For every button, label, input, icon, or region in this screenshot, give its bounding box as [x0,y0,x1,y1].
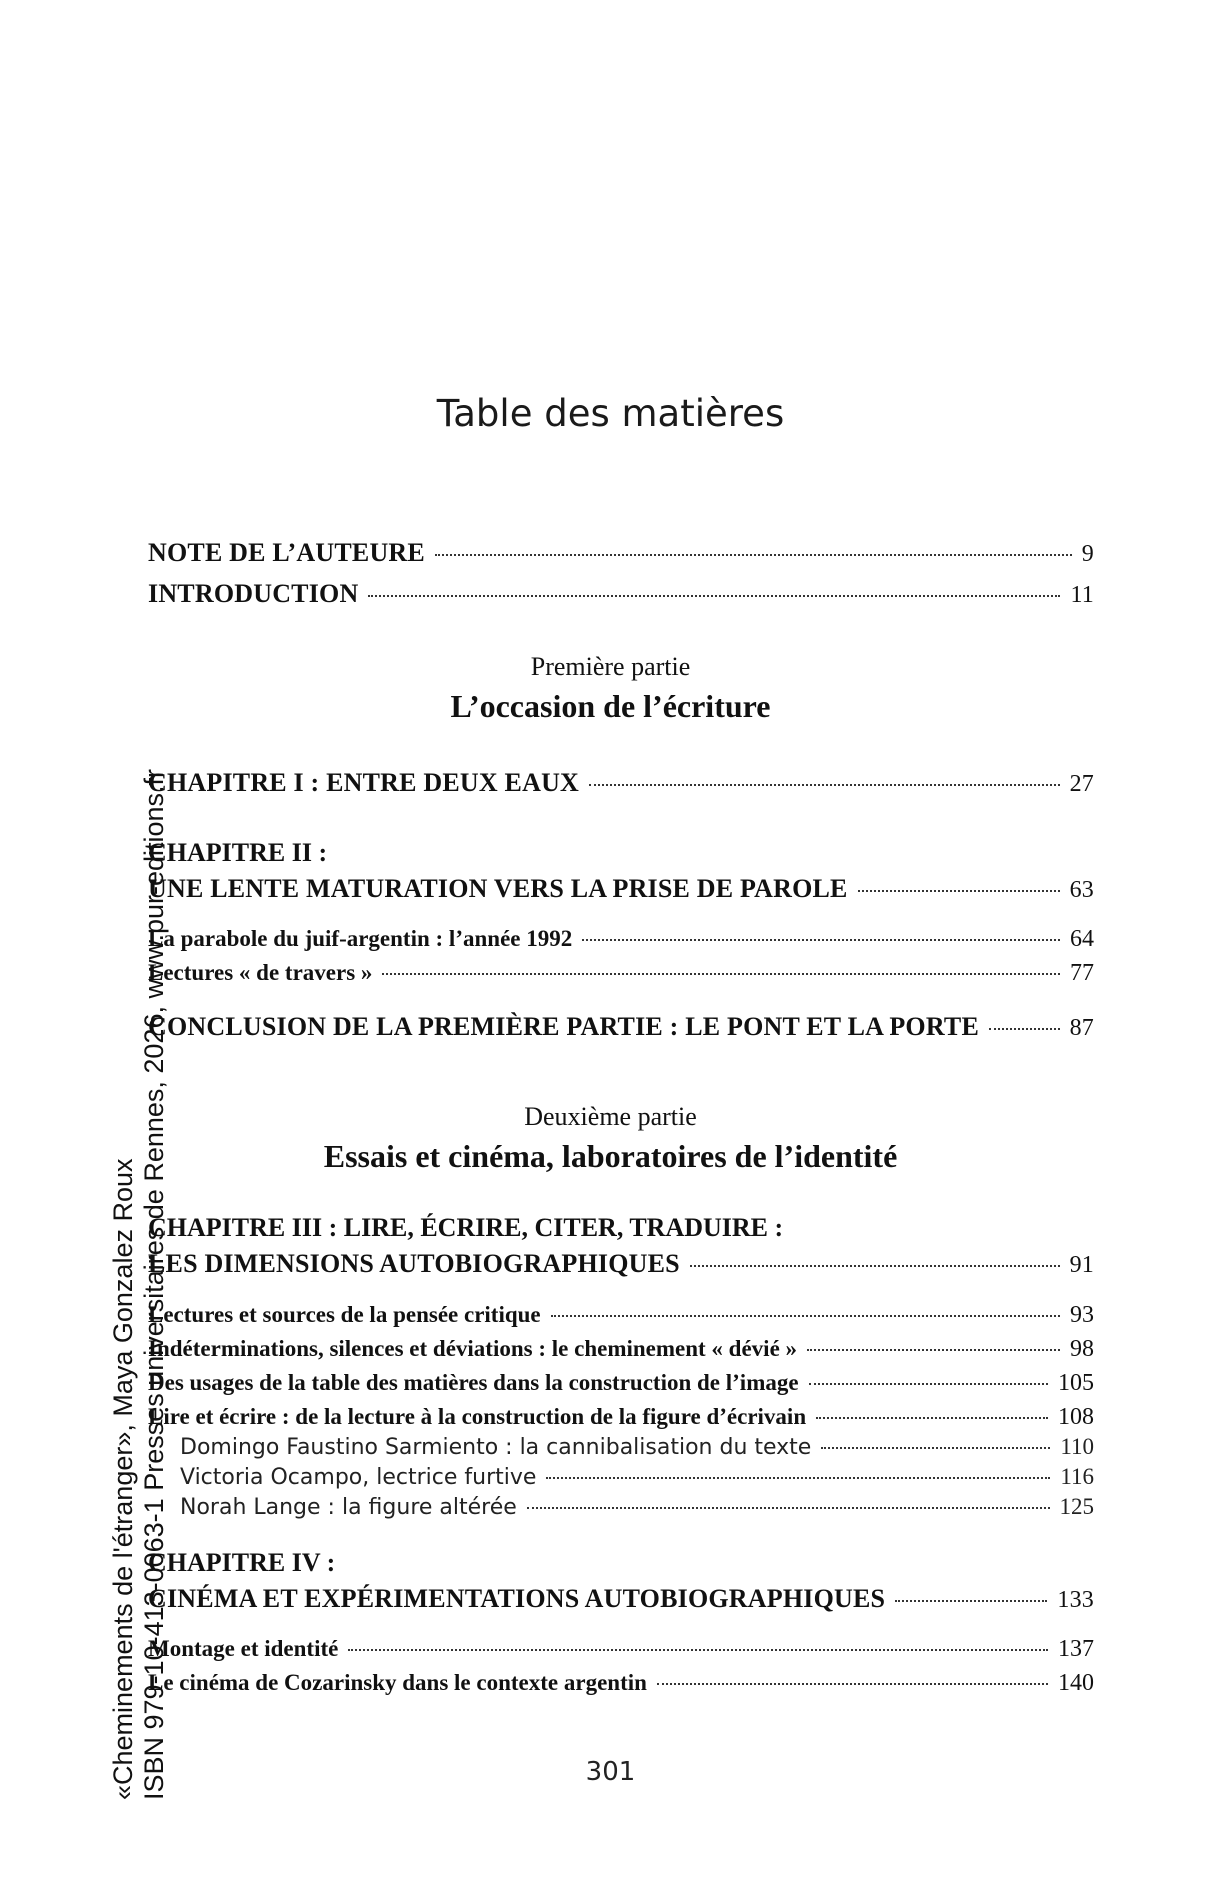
side-credit [108,769,170,1800]
dot-leader [690,1265,1060,1267]
dot-leader [435,554,1072,556]
dot-leader [821,1447,1050,1449]
toc-section[interactable] [148,1670,1094,1697]
toc-section[interactable] [148,1336,1094,1363]
toc-entry-conclusion-part-1[interactable] [148,1012,1094,1042]
chapter-2-heading: CHAPITRE II : [148,838,328,867]
toc-entry-chapter-1[interactable] [148,768,1094,798]
toc-page-number: 137 [1058,1636,1094,1662]
toc-section[interactable] [148,926,1094,953]
dot-leader [546,1477,1050,1479]
toc-subsection[interactable] [180,1464,1094,1490]
toc-subsection[interactable] [180,1434,1094,1460]
toc-entry-note[interactable] [148,538,1094,568]
toc-entry-label: Victoria Ocampo, lectrice furtive [180,1465,537,1490]
toc-page-number: 9 [1081,541,1094,567]
toc-entry-introduction[interactable] [148,579,1094,609]
toc-subsection[interactable] [180,1494,1094,1520]
toc-page-number: 140 [1058,1670,1094,1696]
dot-leader [382,973,1060,975]
dot-leader [368,595,1060,597]
toc-entry-label: Norah Lange : la figure altérée [180,1495,517,1520]
toc-page-number: 110 [1060,1434,1094,1459]
part-1-label: Première partie [530,652,691,681]
toc-page-number: 108 [1058,1404,1094,1430]
toc-page-number: 116 [1060,1464,1094,1489]
toc-page-number: 27 [1069,771,1094,797]
toc-page-number: 64 [1070,926,1094,952]
toc-page-number: 63 [1069,877,1094,903]
toc-entry-label: CONCLUSION DE LA PREMIÈRE PARTIE : LE PONT ET LA PORTE [148,1012,980,1041]
dot-leader [989,1028,1060,1030]
toc-section[interactable] [148,960,1094,987]
toc-entry-label: Le cinéma de Cozarinsky dans le contexte argentin [148,1670,647,1695]
toc-entry-label: LES DIMENSIONS AUTOBIOGRAPHIQUES [148,1249,680,1278]
toc-page-number: 105 [1058,1370,1094,1396]
dot-leader [858,890,1060,892]
toc-section[interactable] [148,1636,1094,1663]
part-2-title: Essais et cinéma, laboratoires de l’identité [323,1138,898,1174]
toc-entry-label: INTRODUCTION [148,579,359,608]
page-number: 301 [585,1757,636,1787]
toc-entry-label: CHAPITRE I : ENTRE DEUX EAUX [148,768,580,797]
toc-entry-label: Lectures « de travers » [148,960,373,985]
toc-entry-chapter-4[interactable] [148,1584,1094,1614]
dot-leader [657,1683,1048,1685]
toc-page-number: 91 [1069,1252,1094,1278]
dot-leader [816,1417,1048,1419]
part-2-label: Deuxième partie [524,1102,697,1131]
chapter-3-heading: CHAPITRE III : LIRE, ÉCRIRE, CITER, TRADUIRE : [148,1213,784,1242]
toc-section[interactable] [148,1370,1094,1397]
dot-leader [589,784,1060,786]
toc-page-number: 125 [1059,1494,1094,1519]
dot-leader [807,1349,1060,1351]
chapter-4-heading: CHAPITRE IV : [148,1548,336,1577]
toc-entry-label: Lectures et sources de la pensée critique [148,1302,541,1327]
toc-entry-label: UNE LENTE MATURATION VERS LA PRISE DE PAROLE [148,874,848,903]
toc-entry-label: Domingo Faustino Sarmiento : la cannibalisation du texte [180,1435,812,1460]
toc-entry-label: Montage et identité [148,1636,339,1661]
toc-entry-label: Lire et écrire : de la lecture à la construction de la figure d’écrivain [148,1404,807,1429]
toc-page-number: 98 [1070,1336,1094,1362]
page-title: Table des matières [436,392,785,435]
toc-entry-chapter-2[interactable] [148,874,1094,904]
toc-page-number: 87 [1069,1015,1094,1041]
toc-page-number: 77 [1070,960,1094,986]
toc-entry-label: La parabole du juif-argentin : l’année 1992 [148,926,573,951]
toc-entry-label: NOTE DE L’AUTEURE [148,538,425,567]
toc-section[interactable] [148,1302,1094,1329]
dot-leader [582,939,1060,941]
toc-page-number: 93 [1070,1302,1094,1328]
side-credit-line-1: «Cheminements de l'étranger», Maya Gonzalez Roux [108,1158,138,1800]
dot-leader [348,1649,1048,1651]
toc-entry-label: Indéterminations, silences et déviations : le cheminement « dévié » [148,1336,798,1361]
side-credit-line-2: ISBN 979-10-413-0063-1 Presses universitaires de Rennes, 2026, www.pur-editions.fr [139,768,169,1800]
dot-leader [809,1383,1048,1385]
toc-page-number: 11 [1070,582,1094,608]
toc-page-number: 133 [1057,1587,1094,1613]
toc-entry-chapter-3[interactable] [148,1249,1094,1279]
toc-entry-label: Des usages de la table des matières dans la construction de l’image [148,1370,799,1395]
toc-entry-label: CINÉMA ET EXPÉRIMENTATIONS AUTOBIOGRAPHIQUES [148,1584,886,1613]
toc-section[interactable] [148,1404,1094,1431]
dot-leader [551,1315,1060,1317]
dot-leader [895,1600,1047,1602]
part-1-title: L’occasion de l’écriture [450,688,771,724]
dot-leader [527,1507,1050,1509]
